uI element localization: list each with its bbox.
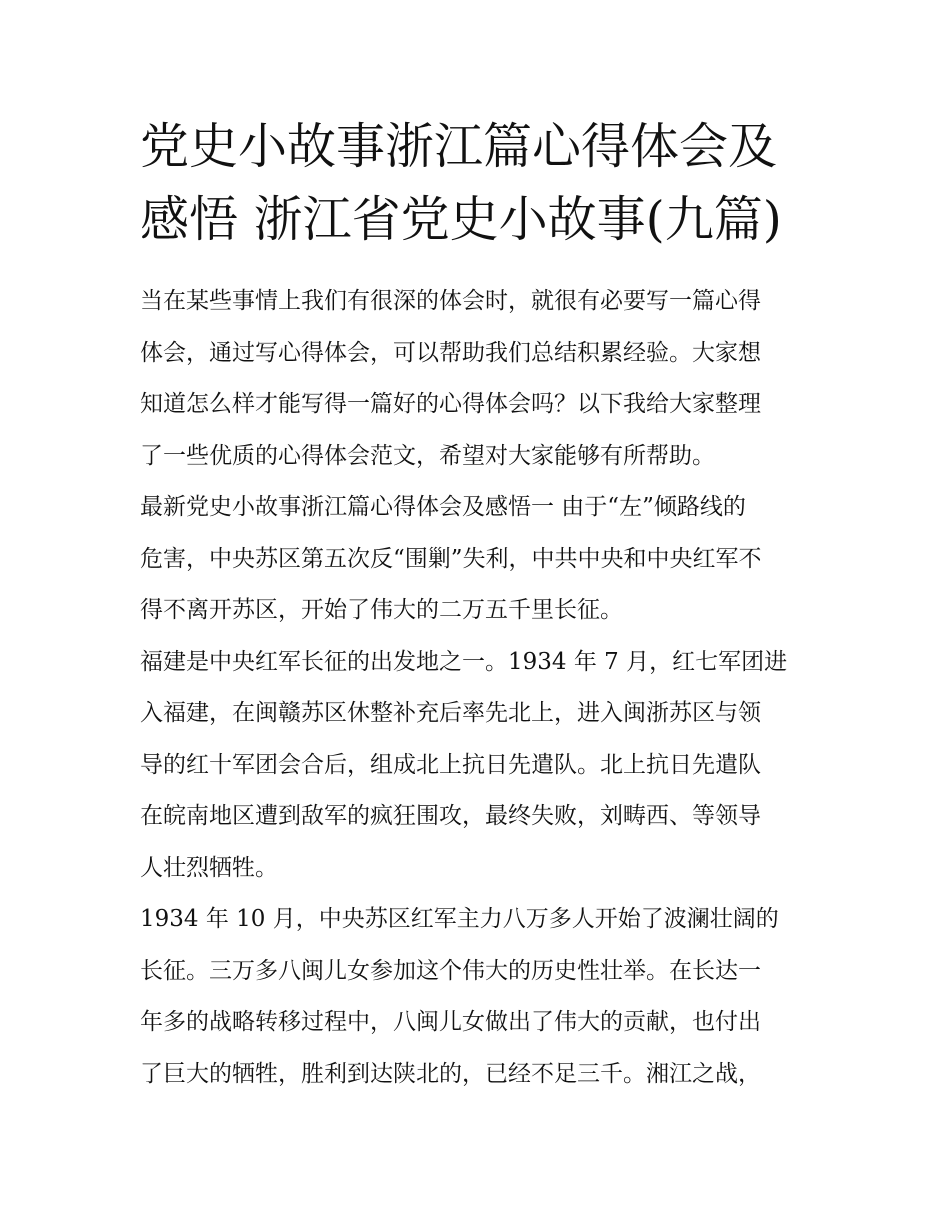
text-line: 在皖南地区遭到敌军的疯狂围攻，最终失败，刘畴西、等领导: [140, 803, 761, 829]
text-line: 人壮烈牺牲。: [140, 854, 278, 881]
paragraph-essay-one: [140, 482, 820, 637]
document-title: [140, 110, 830, 256]
text-line: 了一些优质的心得体会范文，希望对大家能够有所帮助。: [140, 442, 715, 469]
text-line: 福建是中央红军长征的出发地之一。1934 年 7 月，红七军团进: [140, 648, 788, 675]
document-body: [140, 276, 820, 1100]
text-line: 知道怎么样才能写得一篇好的心得体会吗？以下我给大家整理: [140, 391, 761, 417]
text-line: 最新党史小故事浙江篇心得体会及感悟一 由于“左”倾路线的: [140, 494, 746, 520]
title-line-1: 党史小故事浙江篇心得体会及: [140, 118, 778, 175]
paragraph-fujian: [140, 637, 820, 895]
text-line: 危害，中央苏区第五次反“围剿”失利，中共中央和中央红军不: [140, 545, 762, 572]
text-line: 得不离开苏区，开始了伟大的二万五千里长征。: [140, 597, 623, 623]
text-line: 长征。三万多八闽儿女参加这个伟大的历史性壮举。在长达一: [140, 957, 761, 984]
text-line: 了巨大的牺牲，胜利到达陕北的，已经不足三千。湘江之战，: [140, 1060, 761, 1087]
text-line: 1934 年 10 月，中央苏区红军主力八万多人开始了波澜壮阔的: [140, 906, 779, 932]
paragraph-long-march: [140, 894, 820, 1100]
text-line: 年多的战略转移过程中，八闽儿女做出了伟大的贡献，也付出: [140, 1009, 761, 1035]
text-line: 入福建，在闽赣苏区休整补充后率先北上，进入闽浙苏区与领: [140, 700, 761, 726]
text-line: 导的红十军团会合后，组成北上抗日先遣队。北上抗日先遣队: [140, 751, 761, 778]
text-line: 当在某些事情上我们有很深的体会时，就很有必要写一篇心得: [140, 288, 761, 314]
title-line-2: 感悟 浙江省党史小故事(九篇): [140, 191, 782, 248]
text-line: 体会，通过写心得体会，可以帮助我们总结积累经验。大家想: [140, 339, 761, 366]
paragraph-intro: [140, 276, 820, 482]
